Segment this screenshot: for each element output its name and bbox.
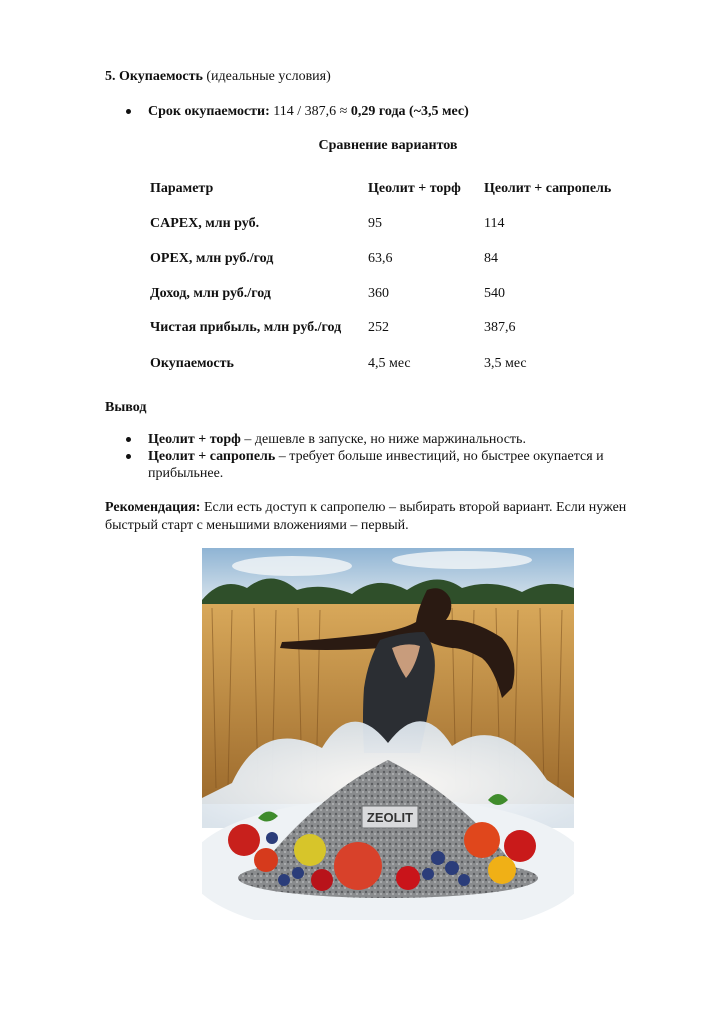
section-heading bbox=[105, 68, 331, 86]
table-cell: 84 bbox=[484, 251, 498, 266]
table-row-label: Чистая прибыль, млн руб./год bbox=[150, 320, 342, 335]
section-subtitle: (идеальные условия) bbox=[202, 69, 331, 84]
recommendation-paragraph bbox=[105, 499, 665, 535]
recommendation-text: Если есть доступ к сапропелю – выбирать второй вариант. Если нужен быстрый старт с меньшими вложениями – первый. bbox=[105, 500, 627, 533]
table-header-peat: Цеолит + торф bbox=[368, 181, 461, 196]
payback-formula: 114 / 387,6 ≈ bbox=[269, 104, 351, 119]
payback-line bbox=[148, 103, 469, 120]
section-title: 5. Окупаемость bbox=[105, 69, 203, 84]
payback-label: Срок окупаемости: bbox=[148, 104, 270, 119]
conclusion-item bbox=[148, 431, 648, 448]
comparison-title: Сравнение вариантов bbox=[318, 138, 458, 153]
conclusion-item-bold: Цеолит + торф bbox=[148, 432, 241, 447]
table-header-param: Параметр bbox=[150, 181, 214, 196]
bullet-icon bbox=[126, 454, 131, 459]
conclusion-item-text: – дешевле в запуске, но ниже маржинальность. bbox=[240, 432, 526, 447]
table-row-label: OPEX, млн руб./год bbox=[150, 251, 274, 266]
conclusion-title: Вывод bbox=[105, 400, 147, 415]
table-cell: 252 bbox=[368, 320, 389, 335]
conclusion-item bbox=[148, 448, 648, 482]
table-cell: 4,5 мес bbox=[368, 356, 411, 371]
table-cell: 114 bbox=[484, 216, 505, 231]
table-header-sapropel: Цеолит + сапропель bbox=[484, 181, 612, 196]
table-cell: 360 bbox=[368, 286, 389, 301]
table-row-label: Доход, млн руб./год bbox=[150, 286, 271, 301]
table-row-label: CAPEX, млн руб. bbox=[150, 216, 260, 231]
bullet-icon bbox=[126, 109, 131, 114]
table-cell: 95 bbox=[368, 216, 382, 231]
bullet-icon bbox=[126, 437, 131, 442]
table-cell: 387,6 bbox=[484, 320, 516, 335]
field-splash-illustration bbox=[202, 548, 574, 920]
conclusion-item-text: – требует больше инвестиций, но быстрее окупается и прибыльнее. bbox=[148, 449, 604, 481]
table-cell: 63,6 bbox=[368, 251, 393, 266]
conclusion-item-bold: Цеолит + сапропель bbox=[148, 449, 276, 464]
payback-result: 0,29 года (~3,5 мес) bbox=[350, 104, 469, 119]
zeolite-label: ZEOLIT bbox=[366, 810, 414, 825]
table-row-label: Окупаемость bbox=[150, 356, 234, 371]
table-cell: 540 bbox=[484, 286, 505, 301]
table-cell: 3,5 мес bbox=[484, 356, 527, 371]
recommendation-label: Рекомендация: bbox=[105, 500, 201, 515]
